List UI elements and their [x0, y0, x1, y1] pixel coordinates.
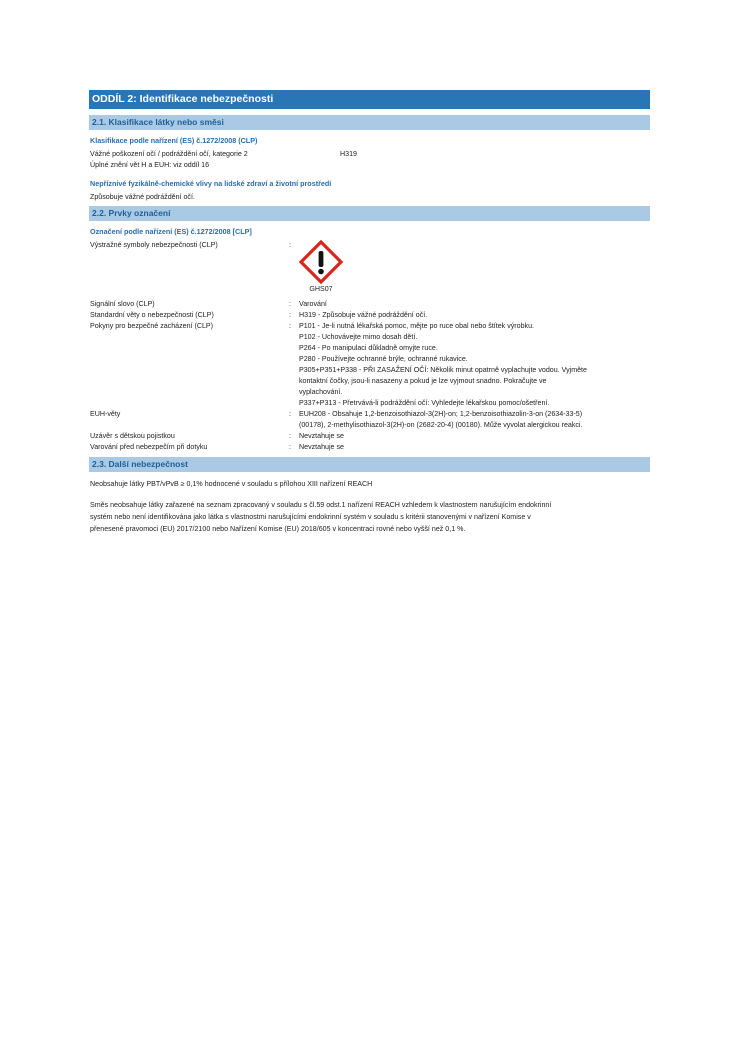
- tactile-warning-row: [90, 442, 650, 453]
- tactile-warning-value: Nevztahuje se: [299, 443, 344, 451]
- separator: :: [289, 443, 291, 451]
- euh-statements: [299, 409, 650, 431]
- separator: :: [289, 241, 291, 249]
- classification-row: [90, 149, 650, 160]
- signal-word-value: Varování: [299, 300, 327, 308]
- pbt-text: Neobsahuje látky PBT/vPvB ≥ 0,1% hodnocené v souladu s přílohou XIII nařízení REACH: [90, 480, 373, 488]
- precaution-line: P264 - Po manipulaci důkladně omyjte ruce.: [299, 344, 438, 352]
- symbols-row: [90, 240, 650, 295]
- child-resistant-row: [90, 431, 650, 442]
- precaution-line: P280 - Používejte ochranné brýle, ochranné rukavice.: [299, 355, 468, 363]
- section-title: ODDÍL 2: Identifikace nebezpečnosti: [89, 90, 650, 109]
- precaution-line: P102 - Uchovávejte mimo dosah dětí.: [299, 333, 418, 341]
- classification-code: H319: [340, 150, 357, 158]
- symbols-label: Výstražné symboly nebezpečnosti (CLP): [90, 241, 218, 249]
- precaution-line: P101 - Je-li nutná lékařská pomoc, mějte po ruce obal nebo štítek výrobku.: [299, 322, 535, 330]
- subsection-2-2-title: 2.2. Prvky označení: [89, 206, 650, 221]
- precaution-line: P337+P313 - Přetrvává-li podráždění očí: Vyhledejte lékařskou pomoc/ošetření.: [299, 399, 550, 407]
- endocrine-line: přenesené pravomoci (EU) 2017/2100 nebo Nařízení Komise (EU) 2018/605 v koncentraci rovné nebo vyšší než 0,1 %.: [90, 525, 466, 533]
- endocrine-line: systém nebo není identifikována jako látka s vlastnostmi narušujícími endokrinní systém v souladu s kritérii stanovenými v nařízení Komise v: [90, 513, 531, 521]
- subsection-2-3-title: 2.3. Další nebezpečnost: [89, 457, 650, 472]
- labelling-heading: Označení podle nařízení (ES) č.1272/2008 [CLP]: [90, 227, 252, 236]
- precaution-line: P305+P351+P338 - PŘI ZASAŽENÍ OČÍ: Několik minut opatrně vyplachujte vodou. Vyjměte: [299, 366, 587, 374]
- hazard-statements-value: H319 - Způsobuje vážné podráždění očí.: [299, 311, 428, 319]
- separator: :: [289, 322, 291, 330]
- classification-label: Vážné poškození očí / podráždění očí, kategorie 2: [90, 150, 248, 158]
- separator: :: [289, 311, 291, 319]
- endocrine-paragraph: [90, 499, 650, 535]
- full-text-note: Úplné znění vět H a EUH: viz oddíl 16: [90, 161, 210, 169]
- precautionary-row: [90, 321, 650, 409]
- precaution-line: vyplachování.: [299, 388, 343, 396]
- separator: :: [289, 410, 291, 418]
- child-resistant-label: Uzávěr s dětskou pojistkou: [90, 432, 175, 440]
- euh-label: EUH-věty: [90, 410, 121, 418]
- signal-word-label: Signální slovo (CLP): [90, 300, 155, 308]
- subsection-2-1-title: 2.1. Klasifikace látky nebo směsi: [89, 115, 650, 130]
- endocrine-line: Směs neobsahuje látky zařazené na seznam zpracovaný v souladu s čl.59 odst.1 nařízení REACH vzhledem k vlastnostem narušujícím endokrinní: [90, 501, 552, 509]
- euh-line: EUH208 - Obsahuje 1,2-benzoisothiazol-3(2H)-on; 1,2-benzoisothiazolin-3-on (2634-33-5): [299, 410, 583, 418]
- precaution-line: kontaktní čočky, jsou-li nasazeny a pokud je lze vyjmout snadno. Pokračujte ve: [299, 377, 547, 385]
- euh-row: [90, 409, 650, 431]
- ghs-code: GHS07: [309, 285, 333, 293]
- sds-section-2: [89, 90, 650, 535]
- tactile-warning-label: Varování před nebezpečím při dotyku: [90, 443, 208, 451]
- exclamation-mark-icon: [299, 240, 343, 284]
- effects-text: Způsobuje vážné podráždění očí.: [90, 192, 195, 201]
- hazard-statements-row: [90, 310, 650, 321]
- child-resistant-value: Nevztahuje se: [299, 432, 344, 440]
- ghs07-pictogram: [299, 240, 343, 295]
- signal-word-row: [90, 299, 650, 310]
- separator: :: [289, 300, 291, 308]
- effects-heading: Nepříznivé fyzikálně-chemické vlivy na lidské zdraví a životní prostředí: [90, 178, 332, 188]
- separator: :: [289, 432, 291, 440]
- clp-classification-heading: Klasifikace podle nařízení (ES) č.1272/2008 (CLP): [90, 136, 258, 145]
- precautionary-label: Pokyny pro bezpečné zacházení (CLP): [90, 322, 214, 330]
- euh-line: (00178), 2-methylisothiazol-3(2H)-on (2682-20-4) (00180). Může vyvolat alergickou reakci.: [299, 421, 583, 429]
- hazard-statements-label: Standardní věty o nebezpečnosti (CLP): [90, 311, 214, 319]
- precautionary-statements: [299, 321, 650, 409]
